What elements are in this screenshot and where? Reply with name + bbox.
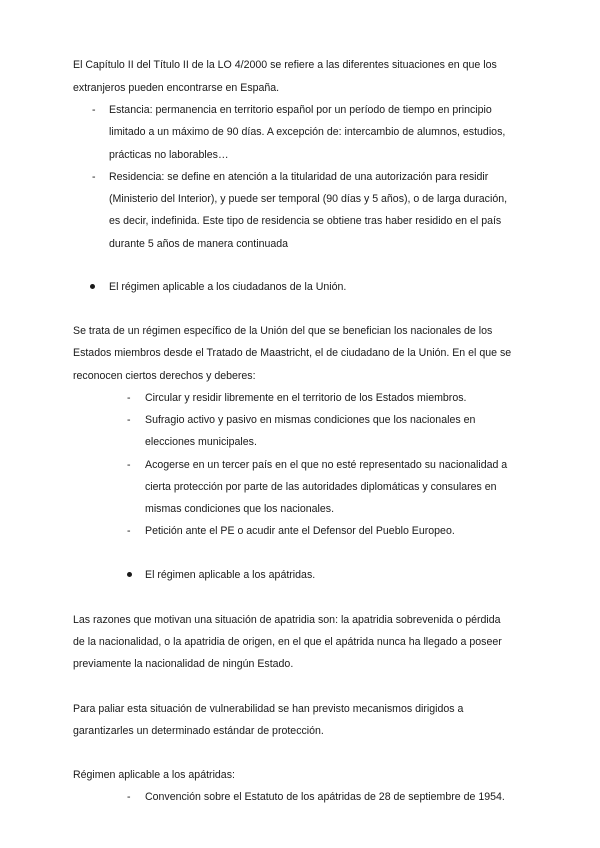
bullet-union: El régimen aplicable a los ciudadanos de la Unión.: [109, 281, 347, 293]
estancia-line-3: prácticas no laborables…: [109, 149, 229, 161]
regime-1-line-1: Convención sobre el Estatuto de los apátridas de 28 de septiembre de 1954.: [145, 791, 505, 803]
estancia-line-2: limitado a un máximo de 90 días. A excepción de: intercambio de alumnos, estudios,: [109, 126, 506, 138]
residencia-line-3: es decir, indefinida. Este tipo de residencia se obtiene tras haber residido en el país: [109, 215, 502, 227]
residencia-line-1: Residencia: se define en atención a la titularidad de una autorización para residir: [109, 171, 489, 183]
regime-heading: Régimen aplicable a los apátridas:: [73, 769, 235, 781]
bullet-dot: [127, 572, 132, 577]
protection-line-2: garantizarles un determinado estándar de protección.: [73, 725, 324, 737]
protection-line-1: Para paliar esta situación de vulnerabilidad se han previsto mecanismos dirigidos a: [73, 703, 464, 715]
list-marker: -: [127, 525, 131, 537]
stateless-line-2: de la nacionalidad, o la apatridia de origen, en el que el apátrida nunca ha llegado a poseer: [73, 636, 502, 648]
bullet-stateless: El régimen aplicable a los apátridas.: [145, 569, 316, 581]
list-marker: -: [92, 171, 96, 183]
union-line-1: Se trata de un régimen específico de la Unión del que se benefician los nacionales de los: [73, 325, 493, 337]
rights-1-line-1: Circular y residir libremente en el territorio de los Estados miembros.: [145, 392, 467, 404]
estancia-line-1: Estancia: permanencia en territorio español por un período de tiempo en principio: [109, 104, 492, 116]
bullet-dot: [90, 284, 95, 289]
list-marker: -: [127, 791, 131, 803]
rights-3-line-1: Acogerse en un tercer país en el que no esté representado su nacionalidad a: [145, 459, 508, 471]
union-line-2: Estados miembros desde el Tratado de Maastricht, el de ciudadano de la Unión. En el que se: [73, 347, 512, 359]
union-line-3: reconocen ciertos derechos y deberes:: [73, 370, 256, 382]
rights-2-line-1: Sufragio activo y pasivo en mismas condiciones que los nacionales en: [145, 414, 476, 426]
rights-4-line-1: Petición ante el PE o acudir ante el Defensor del Pueblo Europeo.: [145, 525, 455, 537]
rights-2-line-2: elecciones municipales.: [145, 436, 257, 448]
list-marker: -: [92, 104, 96, 116]
stateless-line-1: Las razones que motivan una situación de apatridia son: la apatridia sobrevenida o pérdida: [73, 614, 501, 626]
list-marker: -: [127, 459, 131, 471]
intro-line-1: El Capítulo II del Título II de la LO 4/2000 se refiere a las diferentes situaciones en que los: [73, 59, 497, 71]
residencia-line-2: (Ministerio del Interior), y puede ser temporal (90 días y 5 años), o de larga duración,: [109, 193, 508, 205]
list-marker: -: [127, 414, 131, 426]
rights-3-line-3: mismas condiciones que los nacionales.: [145, 503, 335, 515]
list-marker: -: [127, 392, 131, 404]
rights-3-line-2: cierta protección por parte de las autoridades diplomáticas y consulares en: [145, 481, 497, 493]
stateless-line-3: previamente la nacionalidad de ningún Estado.: [73, 658, 294, 670]
intro-line-2: extranjeros pueden encontrarse en España.: [73, 82, 280, 94]
residencia-line-4: durante 5 años de manera continuada: [109, 238, 289, 250]
